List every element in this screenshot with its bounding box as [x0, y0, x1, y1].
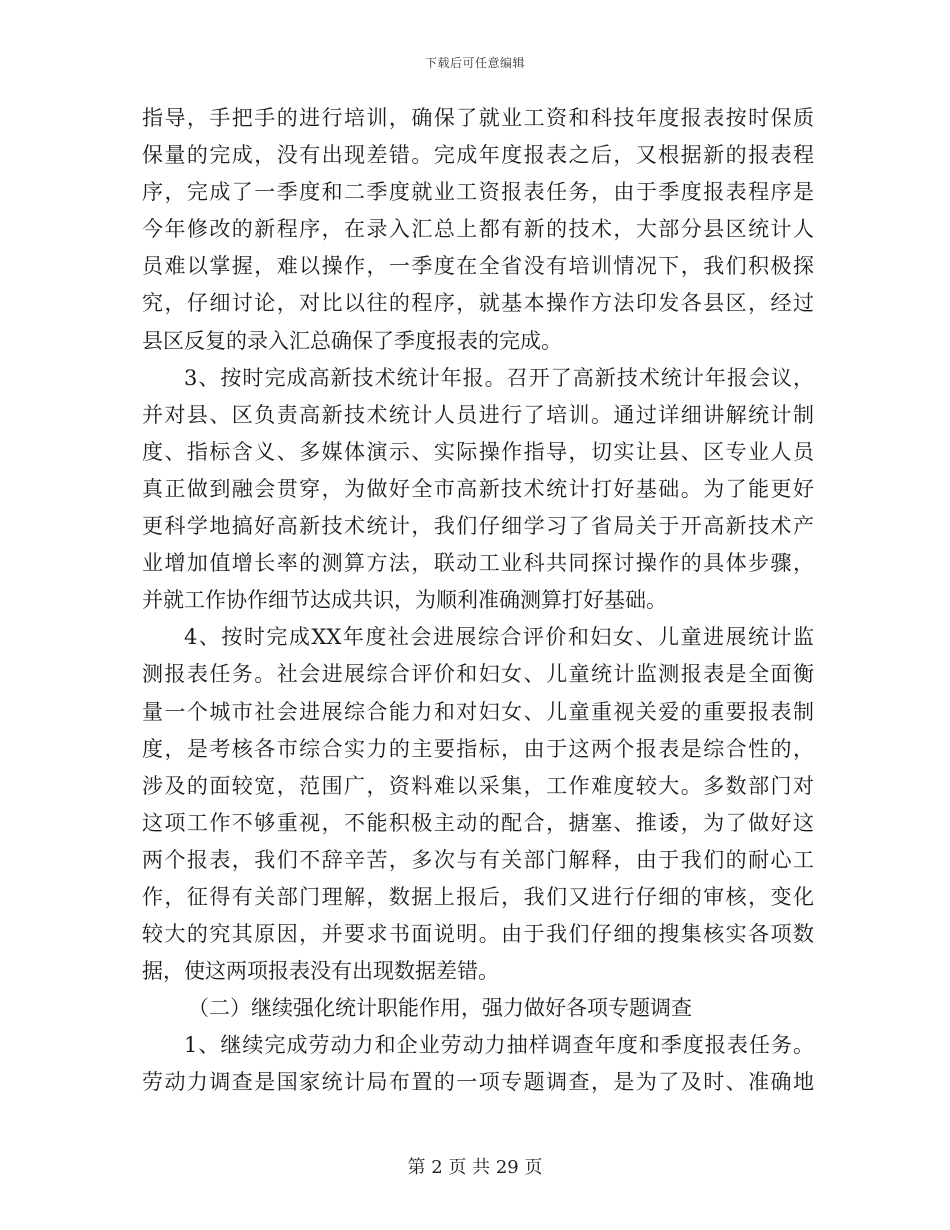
text-line: 测报表任务。社会进展综合评价和妇女、儿童统计监测报表是全面衡: [142, 662, 814, 687]
text-line: 并对县、区负责高新技术统计人员进行了培训。通过详细讲解统计制: [142, 402, 814, 427]
text-line: 县区反复的录入汇总确保了季度报表的完成。: [142, 328, 562, 353]
text-line: 序，完成了一季度和二季度就业工资报表任务，由于季度报表程序是: [142, 180, 814, 205]
text-line: 指导，手把手的进行培训，确保了就业工资和科技年度报表按时保质: [142, 106, 814, 130]
text-line: 据，使这两项报表没有出现数据差错。: [142, 959, 499, 984]
text-line: 劳动力调查是国家统计局布置的一项专题调查，是为了及时、准确地: [142, 1070, 814, 1095]
text-line: 真正做到融会贯穿，为做好全市高新技术统计打好基础。为了能更好: [142, 476, 814, 501]
text-line: 并就工作协作细节达成共识，为顺利准确测算打好基础。: [142, 588, 667, 613]
document-body: [142, 100, 814, 1102]
section-heading: （二）继续强化统计职能作用，强力做好各项专题调查: [188, 996, 692, 1021]
text-line: 4、按时完成XX年度社会进展综合评价和妇女、儿童进展统计监: [184, 625, 814, 650]
text-line: 究，仔细讨论，对比以往的程序，就基本操作方法印发各县区，经过: [142, 291, 814, 316]
text-line: 3、按时完成高新技术统计年报。召开了高新技术统计年报会议，: [184, 365, 814, 390]
text-line: 度，是考核各市综合实力的主要指标，由于这两个报表是综合性的，: [142, 736, 814, 761]
text-line: 两个报表，我们不辞辛苦，多次与有关部门解释，由于我们的耐心工: [142, 847, 814, 872]
text-line: 业增加值增长率的测算方法，联动工业科共同探讨操作的具体步骤，: [142, 551, 814, 576]
text-line: 量一个城市社会进展综合能力和对妇女、儿童重视关爱的重要报表制: [142, 699, 814, 724]
text-line: 涉及的面较宽，范围广，资料难以采集，工作难度较大。多数部门对: [142, 773, 814, 798]
text-line: 这项工作不够重视，不能积极主动的配合，搪塞、推诿，为了做好这: [142, 810, 814, 835]
page-number: 第 2 页 共 29 页: [407, 1157, 543, 1178]
text-line: 今年修改的新程序，在录入汇总上都有新的技术，大部分县区统计人: [142, 217, 814, 242]
page-header: 下载后可任意编辑: [424, 56, 525, 70]
text-line: 保量的完成，没有出现差错。完成年度报表之后，又根据新的报表程: [142, 143, 814, 168]
text-line: 度、指标含义、多媒体演示、实际操作指导，切实让县、区专业人员: [142, 439, 814, 464]
text-line: 较大的究其原因，并要求书面说明。由于我们仔细的搜集核实各项数: [142, 922, 814, 947]
text-line: 作，征得有关部门理解，数据上报后，我们又进行仔细的审核，变化: [142, 884, 814, 909]
text-line: 1、继续完成劳动力和企业劳动力抽样调查年度和季度报表任务。: [184, 1033, 814, 1058]
text-line: 更科学地搞好高新技术统计，我们仔细学习了省局关于开高新技术产: [142, 514, 814, 539]
text-line: 员难以掌握，难以操作，一季度在全省没有培训情况下，我们积极探: [142, 254, 814, 279]
